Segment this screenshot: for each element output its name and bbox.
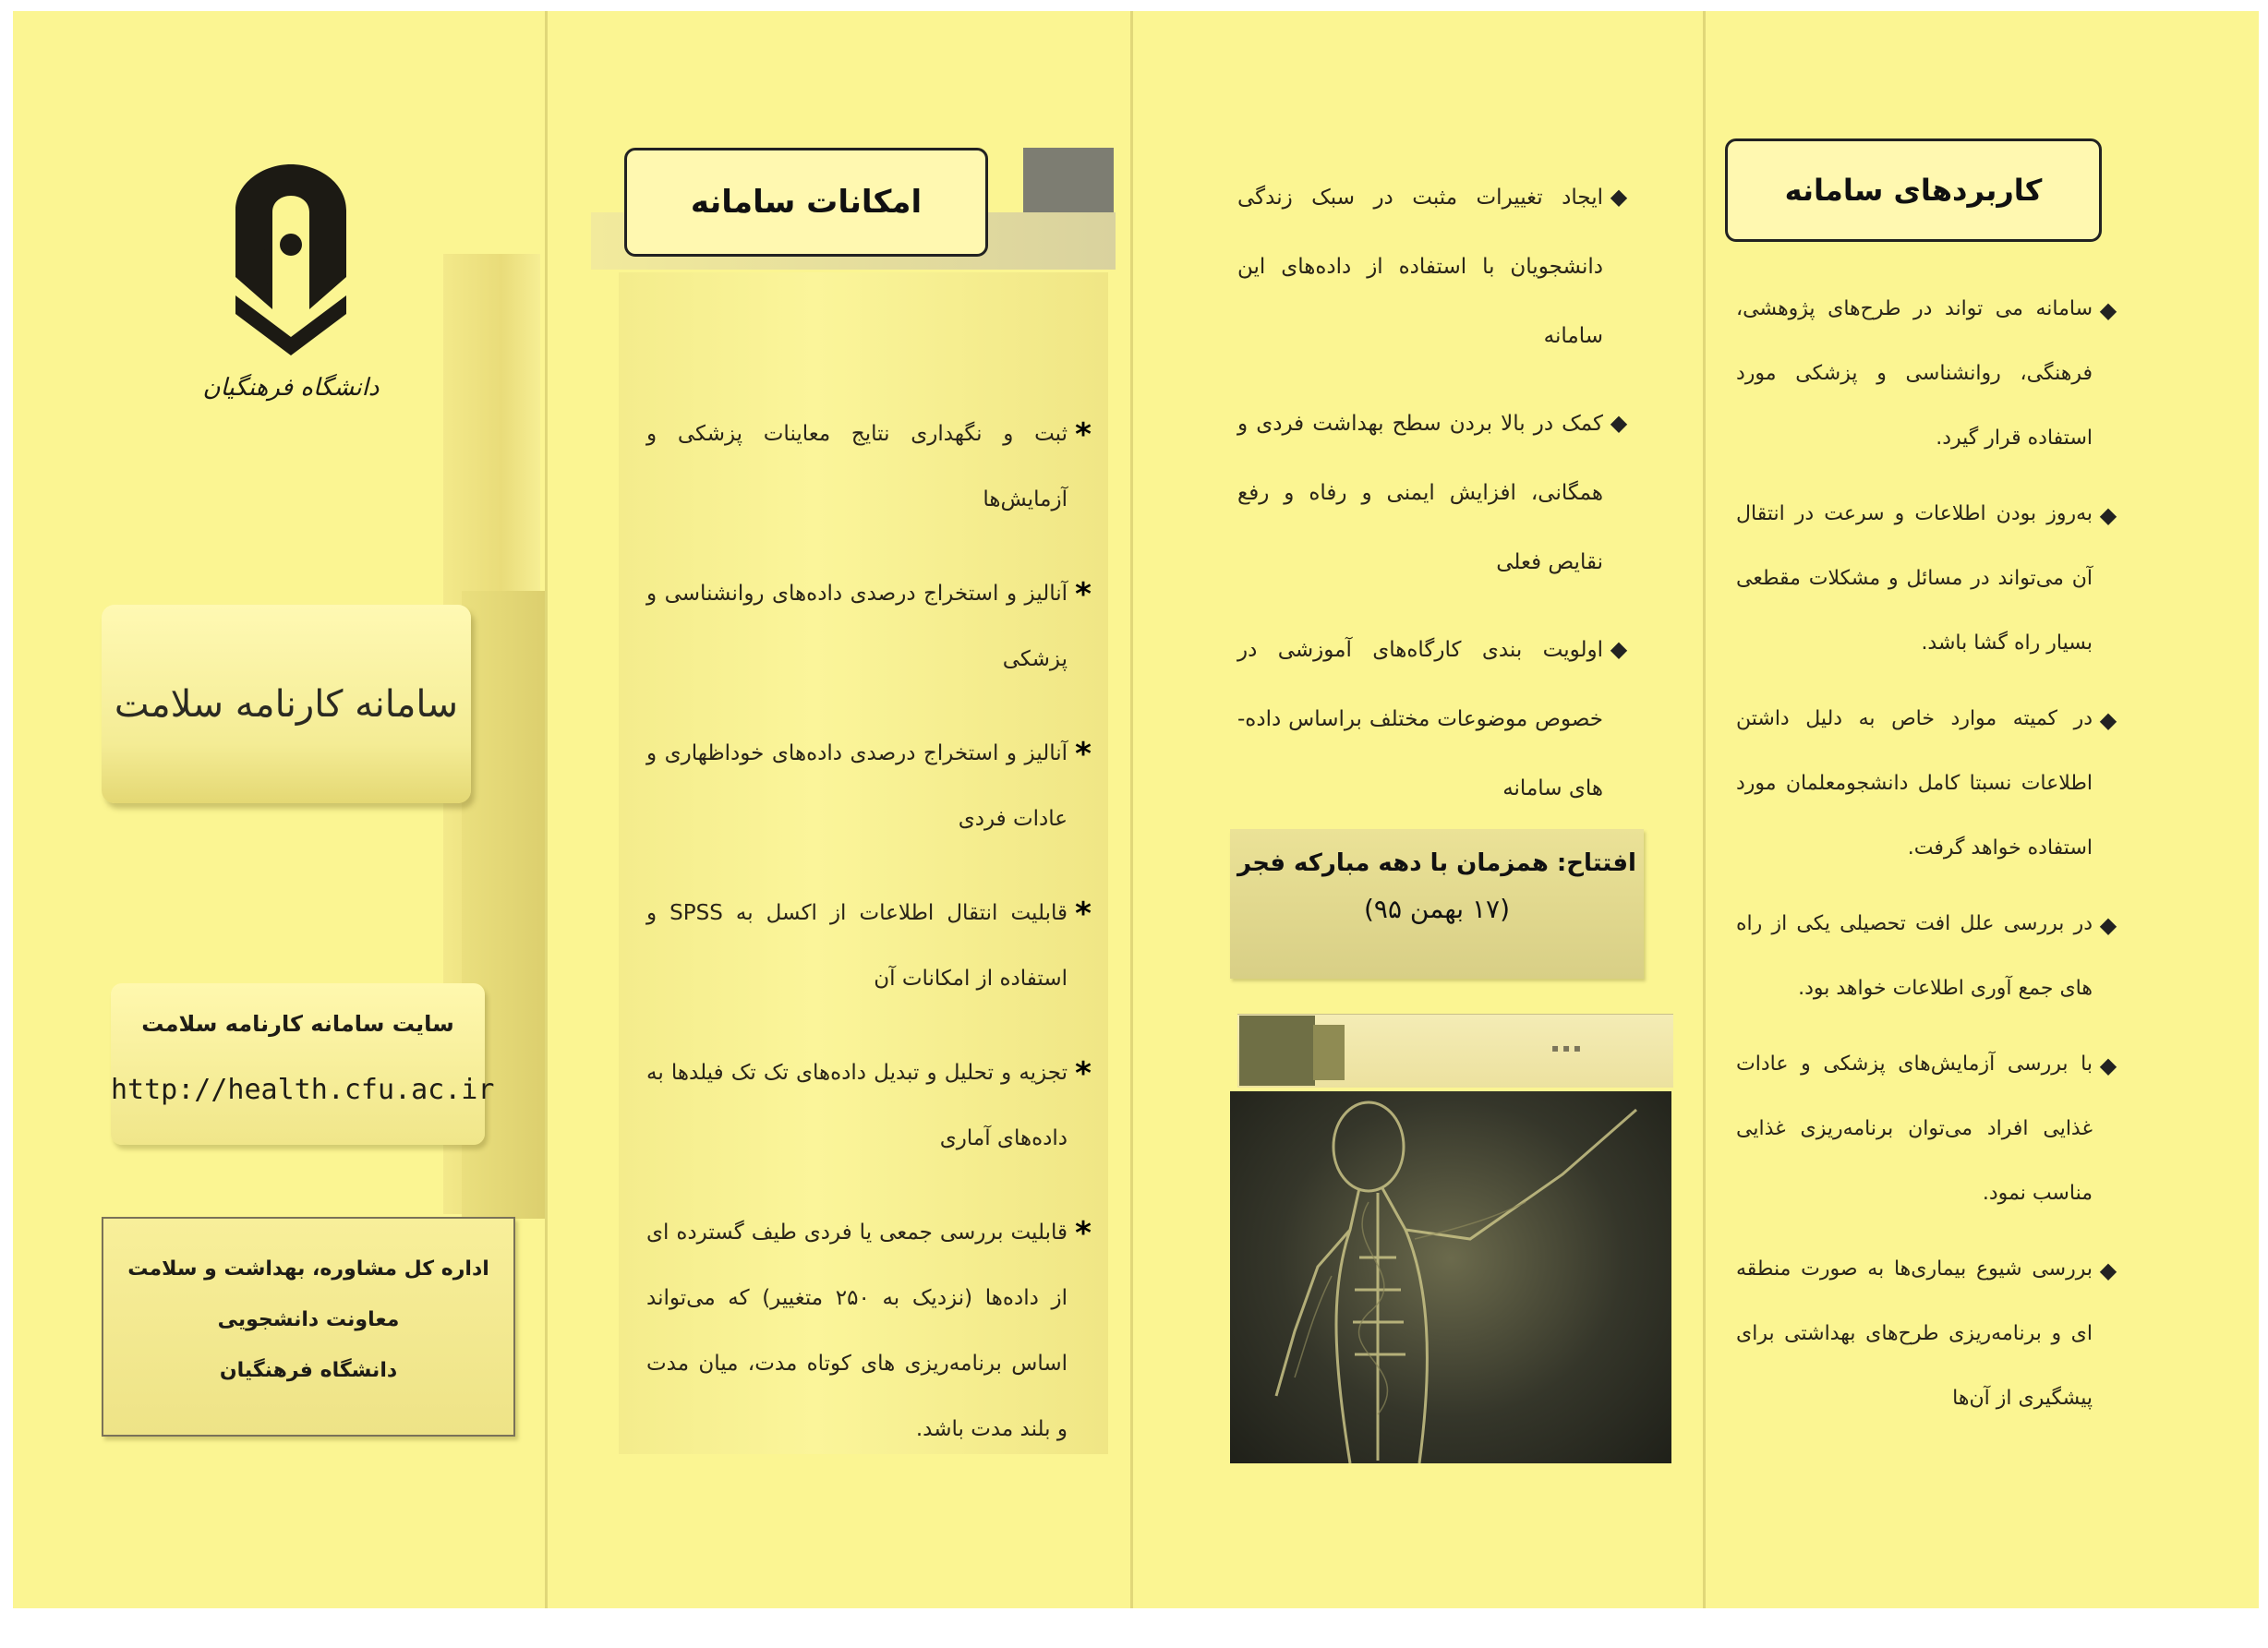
human-anatomy-image — [1230, 1091, 1671, 1463]
application-text: در کمیته موارد خاص به دلیل داشتن اطلاعات نسبتا کامل دانشجومعلمان مورد استفاده خواهد گرفت. — [1736, 707, 2093, 860]
feature-text: قابلیت انتقال اطلاعات از اکسل به SPSS و استفاده از امکانات آن — [646, 901, 1068, 991]
application-text: با بررسی آزمایش‌های پزشکی و عادات غذایی افراد می‌توان برنامه‌ریزی غذایی مناسب نمود. — [1736, 1053, 2093, 1205]
application-text: به‌روز بودن اطلاعات و سرعت در انتقال آن می‌تواند در مسائل و مشکلات مقطعی بسیار راه گشا باشد. — [1736, 502, 2093, 655]
website-url[interactable]: http://health.cfu.ac.ir — [111, 1074, 495, 1106]
office-line: دانشگاه فرهنگیان — [219, 1359, 398, 1382]
anatomy-figure — [1230, 1091, 1671, 1463]
applications-list — [1736, 294, 2124, 1459]
diamond-bullet: ◆ — [1610, 410, 1628, 436]
website-card — [111, 983, 495, 1145]
list-item — [646, 1214, 1099, 1462]
fold-line — [1703, 11, 1706, 1608]
heading-gray-tab — [1023, 148, 1114, 212]
asterisk-bullet: * — [1075, 736, 1092, 773]
office-box — [102, 1217, 515, 1437]
opening-line: افتتاح: همزمان با دهه مبارکه فجر — [1237, 849, 1636, 877]
list-item — [646, 735, 1099, 852]
asterisk-bullet: * — [1075, 1215, 1092, 1252]
goal-text: ایجاد تغییرات مثبت در سبک زندگی دانشجویان با استفاده از داده‌های این سامانه — [1237, 186, 1603, 348]
diamond-bullet: ◆ — [2099, 502, 2117, 528]
website-logo-image — [1239, 1016, 1315, 1086]
fold-line — [1130, 11, 1133, 1608]
goals-list — [1237, 180, 1635, 859]
applications-heading-text: کاربردهای سامانه — [1784, 173, 2043, 208]
logo-caption: دانشگاه فرهنگیان — [202, 374, 380, 402]
application-text: بررسی شیوع بیماری‌ها به صورت منطقه ای و برنامه‌ریزی طرح‌های بهداشتی برای پیشگیری از آن‌ها — [1736, 1257, 2093, 1410]
feature-text: ثبت و نگهداری نتایج معاینات پزشکی و آزمایش‌ها — [646, 422, 1068, 511]
list-item — [646, 1054, 1099, 1172]
features-heading-text: امکانات سامانه — [690, 184, 923, 221]
feature-text: آنالیز و استخراج درصدی داده‌های خوداظهاری و عادات فردی — [646, 741, 1068, 831]
website-nav-placeholder: ▪ ▪ ▪ — [1551, 1041, 1582, 1054]
diamond-bullet: ◆ — [2099, 1257, 2117, 1283]
list-item — [1736, 704, 2124, 881]
university-logo — [199, 157, 383, 406]
opening-box — [1230, 829, 1644, 979]
website-title: سایت سامانه کارنامه سلامت — [141, 1011, 454, 1037]
brochure-title-card — [102, 605, 471, 803]
feature-text: قابلیت بررسی جمعی یا فردی طیف گسترده ای از داده‌ها (نزدیک به ۲۵۰ متغییر) که می‌تواند اساس برنامه‌ریزی های کوتاه مدت، میان مدت و بلند مدت باشد. — [646, 1221, 1068, 1441]
brochure-title: سامانه کارنامه سلامت — [114, 682, 459, 726]
diamond-bullet: ◆ — [1610, 636, 1628, 662]
diamond-bullet: ◆ — [2099, 707, 2117, 733]
asterisk-bullet: * — [1075, 896, 1092, 932]
fold-line — [545, 11, 548, 1608]
goal-text: اولویت بندی کارگاه‌های آموزشی در خصوص موضوعات مختلف براساس داده-های سامانه — [1237, 638, 1603, 800]
features-heading — [624, 148, 988, 257]
list-item — [1736, 294, 2124, 471]
diamond-bullet: ◆ — [2099, 297, 2117, 323]
list-item — [1237, 632, 1635, 824]
feature-text: آنالیز و استخراج درصدی داده‌های روانشناسی و پزشکی — [646, 582, 1068, 671]
list-item — [646, 575, 1099, 692]
asterisk-bullet: * — [1075, 1055, 1092, 1092]
list-item — [1736, 1049, 2124, 1226]
list-item — [646, 895, 1099, 1012]
list-item — [1736, 499, 2124, 676]
diamond-bullet: ◆ — [2099, 1053, 2117, 1078]
list-item — [646, 415, 1099, 533]
asterisk-bullet: * — [1075, 416, 1092, 453]
office-line: اداره کل مشاوره، بهداشت و سلامت — [127, 1257, 489, 1281]
asterisk-bullet: * — [1075, 576, 1092, 613]
opening-date: (۱۷ بهمن ۹۵) — [1363, 894, 1511, 924]
list-item — [1736, 1254, 2124, 1431]
diamond-bullet: ◆ — [2099, 912, 2117, 938]
features-list — [646, 415, 1099, 1505]
list-item — [1736, 908, 2124, 1021]
list-item — [1237, 180, 1635, 371]
applications-heading — [1725, 138, 2102, 242]
goal-text: کمک در بالا بردن سطح بهداشت فردی و همگانی، افزایش ایمنی و رفاه و رفع نقایص فعلی — [1237, 412, 1603, 574]
diamond-bullet: ◆ — [1610, 184, 1628, 210]
website-logo-image — [1313, 1025, 1345, 1080]
feature-text: تجزیه و تحلیل و تبدیل داده‌های تک تک فیلدها به داده‌های آماری — [646, 1061, 1068, 1150]
list-item — [1237, 406, 1635, 597]
application-text: در بررسی علل افت تحصیلی یکی از راه های جمع آوری اطلاعات خواهد بود. — [1736, 912, 2093, 1000]
office-line: معاونت دانشجویی — [217, 1308, 400, 1331]
application-text: سامانه می تواند در طرح‌های پژوهشی، فرهنگی، روانشناسی و پزشکی مورد استفاده قرار گیرد. — [1736, 297, 2093, 450]
